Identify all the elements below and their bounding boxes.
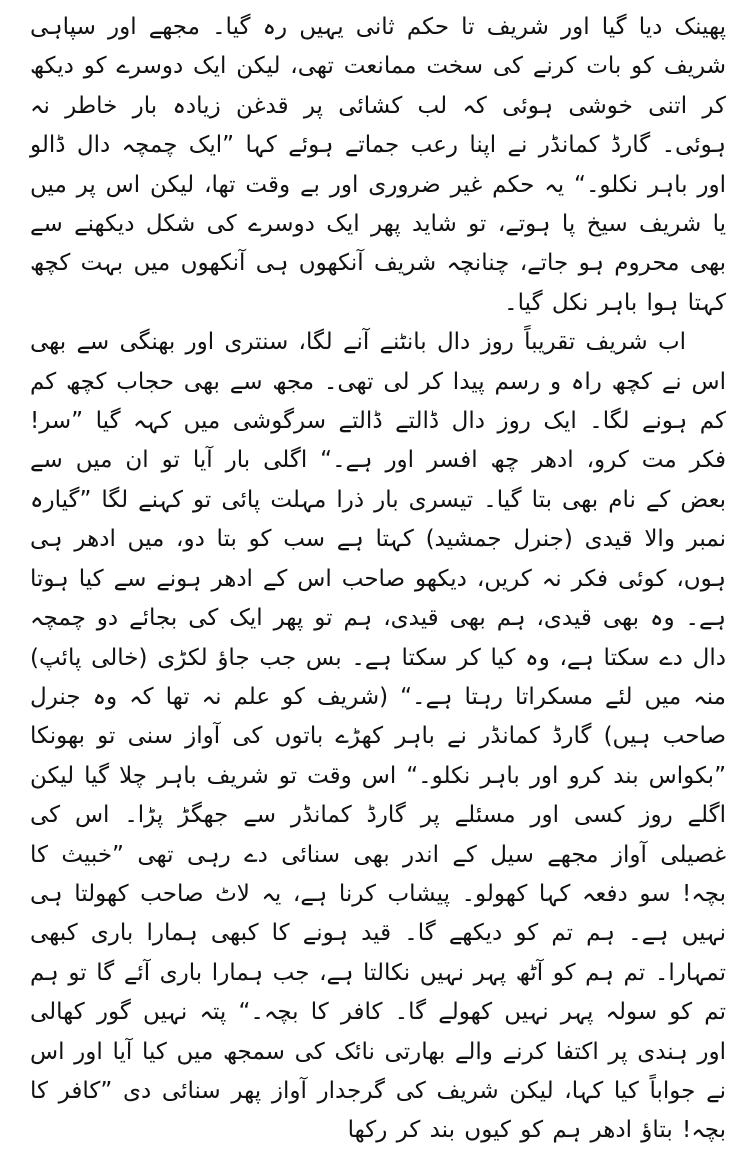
paragraph-1: پھینک دیا گیا اور شریف تا حکم ثانی یہیں رہ گیا۔ مجھے اور سپاہی شریف کو بات کرنے کی سخت ممانعت تھی، لیکن ایک دوسرے کو دیکھ کر اتنی خوشی ہوئی کہ لب کشائی پر قدغن زیادہ بار خاطر نہ ہوئی۔ گارڈ کمانڈر نے اپنا رعب جماتے ہوئے کہا ”ایک چمچہ دال ڈالو اور باہر نکلو۔“ یہ حکم غیر ضروری اور بے وقت تھا، لیکن اس پر میں یا شریف سیخ پا ہوتے، تو شاید پھر ایک دوسرے کی شکل دیکھنے سے بھی محروم ہو جاتے، چنانچہ شریف آنکھوں ہی آنکھوں میں بہت کچھ کہتا ہوا باہر نکل گیا۔ (30, 14, 726, 316)
paragraph-2: اب شریف تقریباً روز دال بانٹنے آنے لگا، سنتری اور بھنگی سے بھی اس نے کچھ راہ و رسم پیدا کر لی تھی۔ مجھ سے بھی حجاب کچھ کم کم ہونے لگا۔ ایک روز دال ڈالتے ڈالتے سرگوشی میں کہہ گیا ”سر! فکر مت کرو، ادھر چھ افسر اور ہے۔“ اگلی بار آیا تو ان میں سے بعض کے نام بھی بتا گیا۔ تیسری بار ذرا مہلت پائی تو کہنے لگا ”گیارہ نمبر والا قیدی (جنرل جمشید) کہتا ہے سب کو بتا دو، میں ادھر ہی ہوں، کوئی فکر نہ کریں، دیکھو صاحب اس کے ادھر ہونے سے کیا ہوتا ہے۔ وہ بھی قیدی، ہم بھی قیدی، ہم تو پھر ایک کی بجائے دو چمچہ دال دے سکتا ہے، وہ کیا کر سکتا ہے۔ بس جب جاؤ لکڑی (خالی پائپ) منہ میں لئے مسکراتا رہتا ہے۔“ (شریف کو علم نہ تھا کہ وہ جنرل صاحب ہیں) گارڈ کمانڈر نے باہر کھڑے باتوں کی آواز سنی تو بھونکا ”بکواس بند کرو اور باہر نکلو۔“ اس وقت تو شریف باہر چلا گیا لیکن اگلے روز کسی اور مسئلے پر گارڈ کمانڈر سے جھگڑ پڑا۔ اس کی غصیلی آواز مجھے سیل کے اندر بھی سنائی دے رہی تھی ”خبیث کا بچہ! سو دفعہ کہا کھولو۔ پیشاب کرنا ہے، یہ لاٹ صاحب کھولتا ہی نہیں ہے۔ ہم تم کو دیکھے گا۔ قید ہونے کا کبھی ہمارا باری کبھی تمہارا۔ تم ہم کو آٹھ پہر نہیں نکالتا ہے، جب ہمارا باری آئے گا تو ہم تم کو سولہ پہر نہیں کھولے گا۔ کافر کا بچہ۔“ پتہ نہیں گور کھالی اور ہندی پر اکتفا کرنے والے بھارتی نائک کی سمجھ میں کیا آیا اور اس نے جواباً کیا کہا، لیکن شریف کی گرجدار آواز پھر سنائی دی ”کافر کا بچہ! بتاؤ ادھر ہم کو کیوں بند کر رکھا (30, 329, 726, 1144)
